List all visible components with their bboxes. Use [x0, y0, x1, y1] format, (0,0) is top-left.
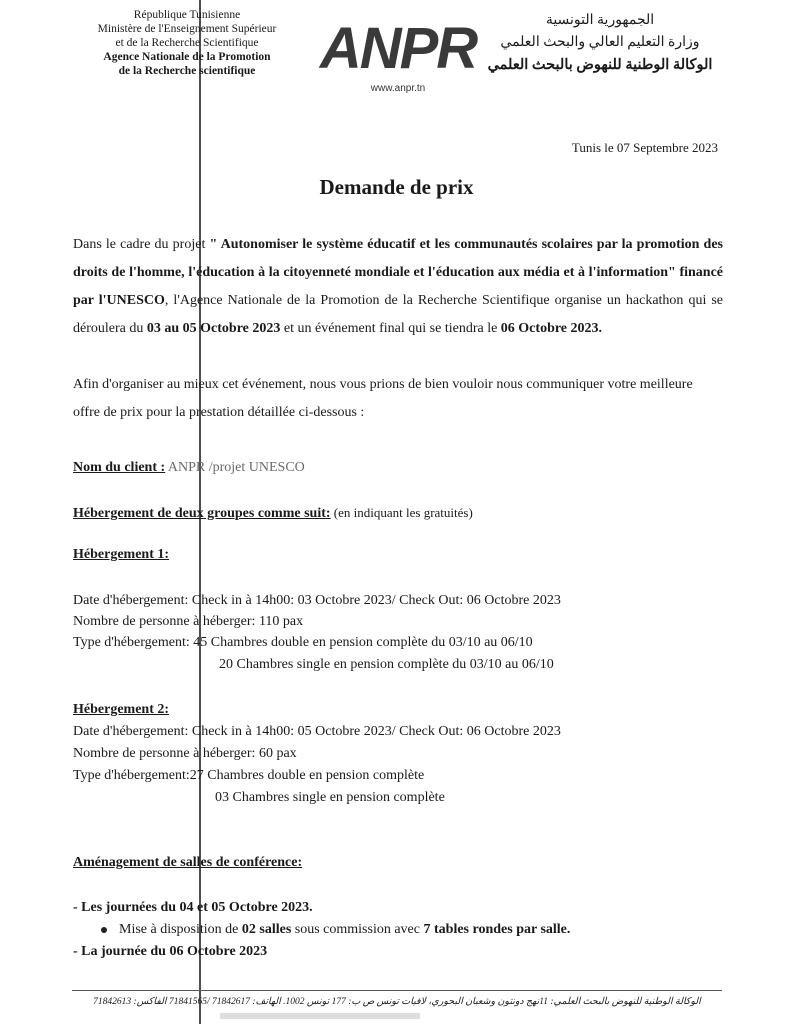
fr-line-4: Agence Nationale de la Promotion: [103, 51, 271, 63]
hackathon-dates: 03 au 05 Octobre 2023: [146, 321, 281, 336]
document-title: Demande de prix: [319, 175, 474, 199]
fr-line-5: de la Recherche scientifique: [118, 65, 256, 77]
client-label: Nom du client :: [73, 460, 166, 475]
accommodation-1-date: Date d'hébergement: Check in à 14h00: 03 Octobre 2023/ Check Out: 06 Octobre 2023: [73, 593, 561, 608]
ar-line-3: الوكالة الوطنية للنهوض بالبحث العلمي: [487, 57, 713, 73]
header-fr: [72, 8, 302, 78]
intro-paragraph: [73, 231, 723, 343]
accommodation-1-type-single: 20 Chambres single en pension complète du 03/10 au 06/10: [219, 657, 554, 672]
accommodation-2-type-double: Type d'hébergement:27 Chambres double en pension complète: [73, 768, 425, 783]
accommodation-2-date: Date d'hébergement: Check in à 14h00: 05 Octobre 2023/ Check Out: 06 Octobre 2023: [73, 724, 561, 739]
bullet-icon: [101, 927, 107, 933]
logo-text: ANPR: [319, 18, 477, 81]
project-name: " Autonomiser le système éducatif et les communautés scolaires par la promotion des droits de l'homme, l'éducation à la citoyenneté mondiale et l'éducation aux média et à l'information" financé par l'UNESCO: [73, 237, 723, 308]
intro-text-b: , l'Agence Nationale de la Promotion de la Recherche Scientifique organise un hackathon qui se déroulera du: [73, 293, 724, 336]
logo-url: www.anpr.tn: [370, 83, 426, 94]
conference-days-1: - Les journées du 04 et 05 Octobre 2023.: [73, 900, 313, 915]
footer-divider: [72, 990, 722, 991]
accommodation-title: Hébergement de deux groupes comme suit:: [73, 506, 331, 521]
conference-days-2: - La journée du 06 Octobre 2023: [73, 944, 268, 959]
footer-faded-line: [220, 1013, 420, 1019]
intro-text-c: et un événement final qui se tiendra le: [280, 321, 501, 336]
conference-rooms-title: Aménagement de salles de conférence:: [73, 855, 303, 870]
fr-line-1: République Tunisienne: [133, 9, 241, 21]
fr-line-2: Ministère de l'Enseignement Supérieur: [97, 23, 277, 35]
anpr-logo-graphic: [318, 18, 478, 98]
anpr-logo: [318, 18, 478, 98]
final-event-date: 06 Octobre 2023.: [500, 321, 603, 336]
request-paragraph: Afin d'organiser au mieux cet événement, nous vous prions de bien vouloir nous communiquer votre meilleure offre de prix pour la prestation détaillée ci-dessous :: [73, 377, 693, 420]
client-line: [73, 458, 305, 478]
fr-line-3: et de la Recherche Scientifique: [115, 37, 259, 49]
accommodation-note: (en indiquant les gratuités): [330, 505, 473, 520]
accommodation-1-type-double: Type d'hébergement: 45 Chambres double en pension complète du 03/10 au 06/10: [73, 635, 533, 650]
footer-address: الوكالة الوطنية للنهوض بالبحث العلمي: 11نهج دونتون وشعبان البحوري، لافيات تونس ص ب: 177 تونس 1002. الهاتف: 71842617 /71841565 الفاكس: 71842613: [93, 997, 701, 1007]
accommodation-2-persons: Nombre de personne à héberger: 60 pax: [73, 746, 297, 761]
accommodation-2-title: Hébergement 2:: [73, 702, 170, 717]
ar-line-1: الجمهورية التونسية: [545, 13, 655, 28]
accommodation-heading: [73, 503, 473, 524]
conference-rooms-item: [101, 920, 570, 940]
intro-text-a: Dans le cadre du projet: [73, 237, 210, 252]
rooms-text-a: Mise à disposition de: [119, 922, 242, 937]
rooms-text-c: sous commission avec: [291, 922, 424, 937]
document-date: Tunis le 07 Septembre 2023: [571, 140, 718, 155]
accommodation-2-type-single: 03 Chambres single en pension complète: [215, 790, 445, 805]
rooms-count: 02 salles: [241, 922, 292, 937]
client-value: ANPR /projet UNESCO: [165, 460, 305, 475]
ar-line-2: وزارة التعليم العالي والبحث العلمي: [500, 35, 700, 50]
header-ar: [480, 10, 720, 76]
accommodation-1-title: Hébergement 1:: [73, 547, 170, 562]
rooms-tables: 7 tables rondes par salle.: [423, 922, 571, 937]
accommodation-1-persons: Nombre de personne à héberger: 110 pax: [73, 614, 304, 629]
